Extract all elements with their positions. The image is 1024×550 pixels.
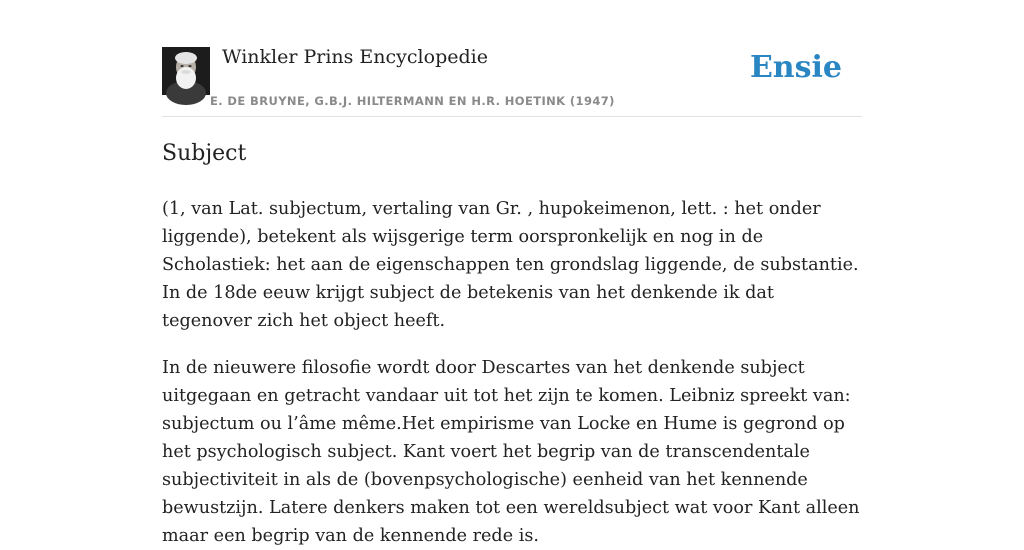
authors-line: E. DE BRUYNE, G.B.J. HILTERMANN EN H.R. HOETINK (1947) (210, 94, 615, 108)
article (162, 138, 862, 550)
site-title[interactable]: Winkler Prins Encyclopedie (222, 46, 488, 68)
ensie-logo-link[interactable]: Ensie (749, 50, 842, 85)
article-paragraph-2: In de nieuwere filosofie wordt door Descartes van het denkende subject uitgegaan en getracht vandaar uit tot het zijn te komen. Leibniz spreekt van: subjectum ou l’âme même.Het empirisme van Locke en Hume is gegrond op het psychologisch subject. Kant voert het begrip van de transcendentale subjectiviteit in als de (bovenpsychologische) eenheid van het kennende bewustzijn. Latere denkers maken tot een wereldsubject wat voor Kant alleen maar een begrip van de kennende rede is. (162, 358, 860, 546)
bearded-man-portrait-icon (162, 47, 210, 95)
article-title: Subject (162, 141, 247, 166)
article-paragraph-1: (1, van Lat. subjectum, vertaling van Gr. , hupokeimenon, lett. : het onder liggende), betekent als wijsgerige term oorspronkelijk en nog in de Scholastiek: het aan de eigenschappen ten grondslag liggende, de substantie. In de 18de eeuw krijgt subject de betekenis van het denkende ik dat tegenover zich het object heeft. (162, 199, 859, 331)
site-header (162, 40, 862, 117)
author-avatar (162, 47, 210, 95)
